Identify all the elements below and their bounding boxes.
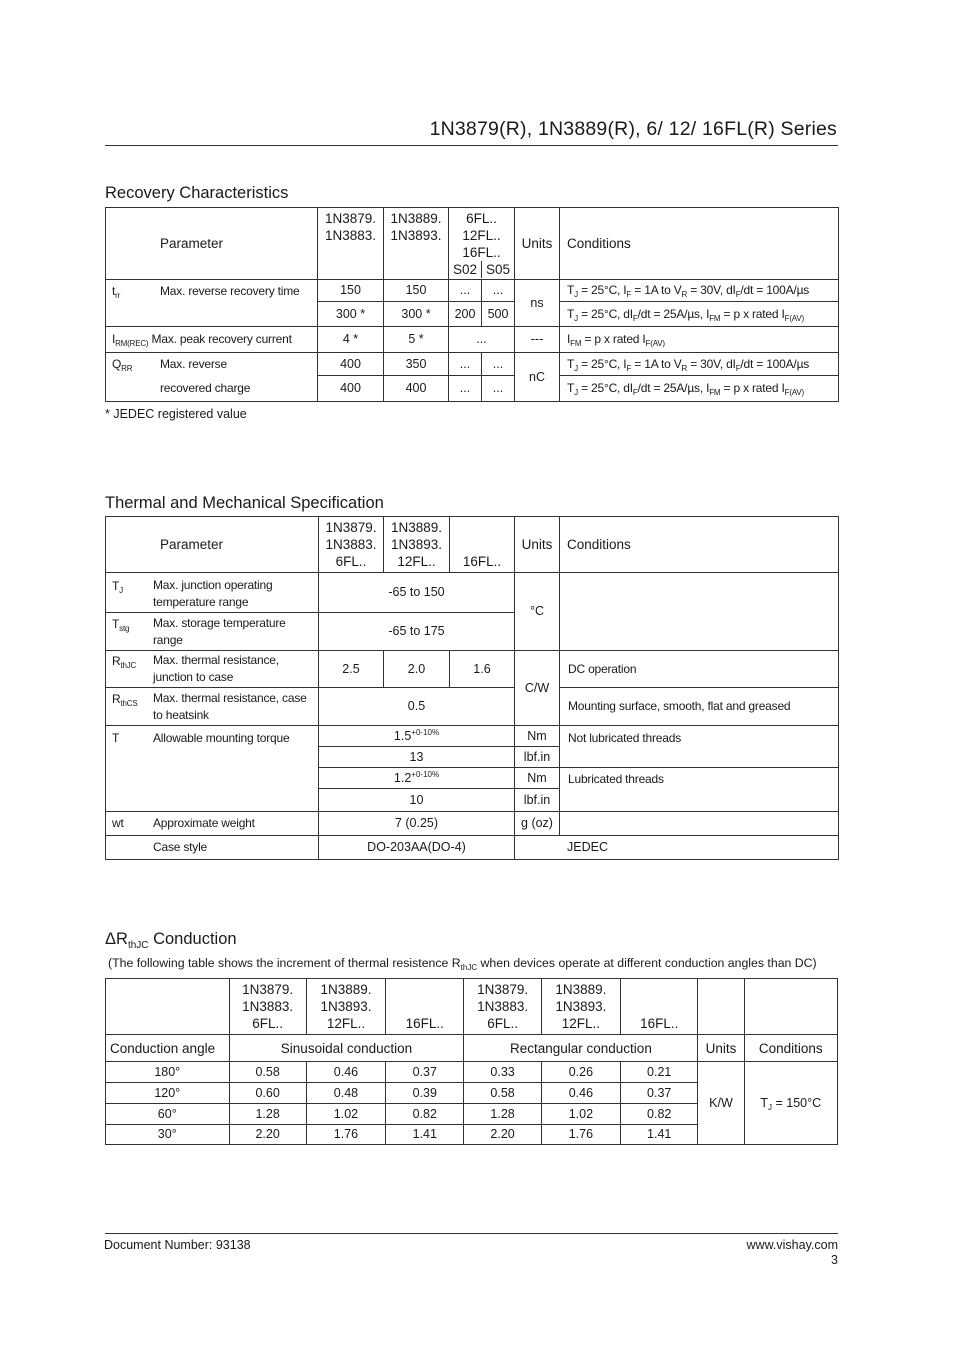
case-row <box>106 836 839 860</box>
wt-sym: wt <box>112 816 124 830</box>
trr-symbol <box>112 283 120 300</box>
sin-col1-header <box>229 979 306 1035</box>
col3-header <box>449 208 515 280</box>
wt-cond-empty <box>560 812 839 836</box>
trr-v5: 300 * <box>318 302 384 327</box>
tc2-l2: 1N3893. <box>390 537 443 552</box>
case-value: DO-203AA(DO-4) <box>319 836 515 860</box>
cell: 1.02 <box>306 1104 385 1125</box>
tstg-value: -65 to 175 <box>319 613 515 651</box>
irm-sub: RM(REC) <box>115 339 149 348</box>
res-units: C/W <box>515 651 560 726</box>
cell: 0.37 <box>386 1062 464 1083</box>
c1c: = 25°C, I <box>577 283 627 297</box>
wt-row <box>106 812 839 836</box>
q2h: F(AV) <box>784 388 804 397</box>
trr-param <box>106 280 318 302</box>
cell: 1.76 <box>541 1125 620 1145</box>
conditions-header: Conditions <box>560 208 839 280</box>
qrr-v5: 400 <box>318 376 384 402</box>
c2c: = 25°C, dI <box>577 306 633 321</box>
c2h: F(AV) <box>784 313 804 323</box>
torque-u2: lbf.in <box>515 747 560 768</box>
qrr-param <box>106 353 318 376</box>
r1-l3: 6FL.. <box>487 1016 518 1031</box>
torque-cond2: Lubricated threads <box>560 768 839 812</box>
cell: 0.60 <box>229 1083 306 1104</box>
s2-l3: 12FL.. <box>326 1016 366 1031</box>
thermal-col2-header <box>384 517 450 573</box>
col2-line1: 1N3889. <box>390 211 442 226</box>
cell: 1.28 <box>464 1104 541 1125</box>
torque-v2: 13 <box>319 747 515 768</box>
irm-sym: I <box>112 332 116 346</box>
qrr-units: nC <box>515 353 560 402</box>
c1d: F <box>626 290 632 299</box>
units-header: Units <box>515 208 560 280</box>
cell: 0.46 <box>541 1083 620 1104</box>
q2c: = 25°C, dI <box>577 381 633 395</box>
tj-param <box>106 573 319 613</box>
param-header <box>106 208 318 280</box>
torque-param <box>106 726 319 812</box>
trr-v3: ... <box>449 280 482 302</box>
cell: 0.58 <box>229 1062 306 1083</box>
cell: 2.20 <box>464 1125 541 1145</box>
s2-l1: 1N3889. <box>320 982 372 997</box>
irm-v1: 4 * <box>318 327 384 353</box>
trr-row-2 <box>106 302 839 327</box>
website-link[interactable]: www.vishay.com <box>746 1238 838 1252</box>
tj-sub: J <box>119 586 123 595</box>
col1-line2: 1N3883. <box>324 228 377 243</box>
qrr-symbol <box>112 356 132 373</box>
r2-l1: 1N3889. <box>555 982 607 997</box>
tstg-sym: T <box>112 617 120 631</box>
tc1-l1: 1N3879. <box>325 520 377 535</box>
torque-u4: lbf.in <box>515 789 560 812</box>
rthjc-symbol <box>112 653 136 670</box>
wt-param <box>106 812 319 836</box>
tj-sym: T <box>112 579 120 593</box>
cell: 1.41 <box>386 1125 464 1145</box>
s1-l1: 1N3879. <box>242 982 294 997</box>
cond-corner-empty <box>744 979 837 1035</box>
rthjc-v3: 1.6 <box>450 651 515 688</box>
suffix-row <box>449 261 514 278</box>
page-title: 1N3879(R), 1N3889(R), 6/ 12/ 16FL(R) Series <box>429 118 837 140</box>
qrr-cond2 <box>560 376 839 402</box>
conduction-title-rest: Conduction <box>148 930 237 948</box>
recovery-header-row <box>106 208 839 280</box>
rthcs-sub: thCS <box>120 699 138 708</box>
cell: 0.82 <box>386 1104 464 1125</box>
qrr-sub: RR <box>121 364 133 373</box>
trr-v7: 200 <box>449 302 482 327</box>
cell: 0.58 <box>464 1083 541 1104</box>
s02-label: S02 <box>449 261 482 278</box>
case-std: JEDEC <box>515 836 839 860</box>
temp-cond-empty <box>560 573 839 651</box>
cell: 0.46 <box>306 1062 385 1083</box>
rect-label: Rectangular conduction <box>464 1035 698 1062</box>
rthjc-row <box>106 651 839 688</box>
torque-v1-sup: +0-10% <box>411 727 440 737</box>
qrr-label2: recovered charge <box>106 376 318 402</box>
irm-v2: 5 * <box>384 327 449 353</box>
note-b: when devices operate at different conduction angles than DC) <box>477 956 817 970</box>
trr-param-cont <box>106 302 318 327</box>
rect-col1-header <box>464 979 541 1035</box>
trr-v2: 150 <box>384 280 449 302</box>
trr-v8: 500 <box>482 302 515 327</box>
c1g: = 30V, dI <box>687 283 736 297</box>
col1-header <box>318 208 384 280</box>
torque-v1-val: 1.5 <box>393 728 412 743</box>
q2d: F <box>632 388 638 397</box>
torque-v4: 10 <box>319 789 515 812</box>
tstg-param <box>106 613 319 651</box>
c2b: J <box>574 313 578 323</box>
q1a: T <box>567 356 575 371</box>
s05-label: S05 <box>485 262 511 277</box>
angle-60: 60° <box>106 1104 230 1125</box>
s2-l2: 1N3893. <box>320 999 372 1014</box>
trr-label: Max. reverse recovery time <box>160 284 300 298</box>
r1-l1: 1N3879. <box>477 982 529 997</box>
col2-header <box>384 208 449 280</box>
c1a: T <box>567 283 575 297</box>
thermal-param-header: Parameter <box>106 517 319 573</box>
rthcs-value: 0.5 <box>319 688 515 726</box>
qrr-v2: 350 <box>384 353 449 376</box>
q2b: J <box>574 388 578 397</box>
rthjc-param <box>106 651 319 688</box>
rthjc-sym: R <box>112 654 121 668</box>
conduction-title-delta: ΔR <box>105 930 128 948</box>
qrr-cond1 <box>560 353 839 376</box>
wt-value: 7 (0.25) <box>319 812 515 836</box>
torque-row-1 <box>106 726 839 747</box>
rect-col2-header <box>541 979 620 1035</box>
rthcs-label: Max. thermal resistance, case to heatsink <box>153 691 307 722</box>
cell: 0.21 <box>621 1062 698 1083</box>
q1i: /dt = 100A/µs <box>740 356 810 371</box>
thermal-units-header: Units <box>515 517 560 573</box>
recovery-section-title: Recovery Characteristics <box>105 184 289 202</box>
thermal-conditions-header: Conditions <box>560 517 839 573</box>
torque-v3-sup: +0-10% <box>411 769 440 779</box>
q1h: F <box>735 363 741 373</box>
temp-units: °C <box>515 573 560 651</box>
angle-30: 30° <box>106 1125 230 1145</box>
c2a: T <box>567 306 575 321</box>
c2d: F <box>632 313 638 323</box>
torque-v1 <box>319 726 515 747</box>
cc-b: J <box>768 1102 773 1112</box>
angle-label: Conduction angle <box>106 1035 230 1062</box>
conduction-row-180 <box>106 1062 838 1083</box>
c1f: R <box>681 290 688 299</box>
qrr-v1: 400 <box>318 353 384 376</box>
qrr-row-2 <box>106 376 839 402</box>
q2a: T <box>567 381 575 395</box>
tj-label: Max. junction operating temperature range <box>153 578 273 609</box>
qrr-sym: Q <box>112 357 122 371</box>
rthcs-symbol <box>112 691 137 708</box>
tj-symbol <box>112 578 123 595</box>
conduction-label-row <box>106 1035 838 1062</box>
trr-units: ns <box>515 280 560 327</box>
torque-v3-val: 1.2 <box>393 770 412 785</box>
cell: 1.02 <box>541 1104 620 1125</box>
tc2-l1: 1N3889. <box>390 520 443 535</box>
cc-a: T <box>760 1095 769 1110</box>
footer-rule <box>105 1233 838 1234</box>
c1e: = 1A to V <box>631 283 682 297</box>
q2f: FM <box>709 388 721 397</box>
sin-label: Sinusoidal conduction <box>229 1035 464 1062</box>
page-number: 3 <box>831 1253 838 1267</box>
conduction-units: K/W <box>698 1062 744 1145</box>
angle-120: 120° <box>106 1083 230 1104</box>
cc-c: = 150°C <box>772 1095 822 1110</box>
q2e: /dt = 25A/µs, I <box>637 381 710 395</box>
thermal-col3-header: 16FL.. <box>450 517 515 573</box>
rthcs-row <box>106 688 839 726</box>
qrr-v4: ... <box>482 353 515 376</box>
trr-cond1 <box>560 280 839 302</box>
case-label: Case style <box>106 836 319 860</box>
torque-sym: T <box>112 731 120 745</box>
q1g: = 30V, dI <box>687 356 736 371</box>
sin-col3-header: 16FL.. <box>386 979 464 1035</box>
irm-units: --- <box>515 327 560 353</box>
irm-row <box>106 327 839 353</box>
r2-l2: 1N3893. <box>555 999 607 1014</box>
trr-v6: 300 * <box>384 302 449 327</box>
r1-l2: 1N3883. <box>477 999 529 1014</box>
torque-cond1: Not lubricated threads <box>560 726 839 768</box>
tc1-l3: 6FL.. <box>335 554 367 569</box>
qrr-row-1 <box>106 353 839 376</box>
rect-col3-header: 16FL.. <box>621 979 698 1035</box>
c1i: /dt = 100A/µs <box>740 283 810 297</box>
rthjc-cond: DC operation <box>560 651 839 688</box>
trr-sub: rr <box>115 291 121 300</box>
q2g: = p x rated I <box>720 381 785 395</box>
s1-l2: 1N3883. <box>242 999 294 1014</box>
cell: 0.33 <box>464 1062 541 1083</box>
ic-d: F(AV) <box>645 339 665 348</box>
param-header-label: Parameter <box>160 235 224 251</box>
col1-line1: 1N3879. <box>324 211 377 226</box>
q1b: J <box>574 363 578 373</box>
c2g: = p x rated I <box>720 306 785 321</box>
qrr-v8: ... <box>482 376 515 402</box>
cell: 0.82 <box>621 1104 698 1125</box>
c2e: /dt = 25A/µs, I <box>637 306 710 321</box>
conduction-title-sub: thJC <box>127 940 149 951</box>
irm-label: Max. peak recovery current <box>151 332 292 346</box>
conduction-section-title <box>105 930 237 949</box>
col3-line2: 12FL.. <box>462 228 501 243</box>
wt-units: g (oz) <box>515 812 560 836</box>
col3-line1: 6FL.. <box>466 211 497 226</box>
conduction-cond <box>744 1062 837 1145</box>
qrr-v7: ... <box>449 376 482 402</box>
torque-label: Allowable mounting torque <box>153 731 290 745</box>
q1e: = 1A to V <box>631 356 682 371</box>
s1-l3: 6FL.. <box>252 1016 284 1031</box>
cell: 1.41 <box>621 1125 698 1145</box>
thermal-table <box>105 516 839 860</box>
qrr-label1: Max. reverse <box>160 357 227 371</box>
rthcs-cond: Mounting surface, smooth, flat and greased <box>560 688 839 726</box>
trr-cond2 <box>560 302 839 327</box>
tc1-l2: 1N3883. <box>325 537 377 552</box>
ic-b: FM <box>570 339 582 348</box>
rthjc-v1: 2.5 <box>319 651 384 688</box>
tstg-symbol <box>112 616 129 633</box>
tstg-label: Max. storage temperature range <box>153 616 286 647</box>
thermal-col1-header <box>319 517 384 573</box>
irm-cond <box>560 327 839 353</box>
cell: 0.37 <box>621 1083 698 1104</box>
irm-param <box>106 327 318 353</box>
tj-value: -65 to 150 <box>319 573 515 613</box>
cond-label: Conditions <box>744 1035 837 1062</box>
q1c: = 25°C, I <box>577 356 627 371</box>
jedec-note: * JEDEC registered value <box>105 407 247 421</box>
c1h: F <box>735 290 741 299</box>
recovery-table <box>105 207 839 402</box>
cell: 0.48 <box>306 1083 385 1104</box>
col2-line2: 1N3893. <box>390 228 442 243</box>
conduction-header-row <box>106 979 838 1035</box>
conduction-table <box>105 978 838 1145</box>
col3-line3: 16FL.. <box>462 245 501 260</box>
thermal-header-row <box>106 517 839 573</box>
units-corner-empty <box>698 979 744 1035</box>
rthjc-v2: 2.0 <box>384 651 450 688</box>
corner-empty <box>106 979 230 1035</box>
c2f: FM <box>709 313 721 323</box>
note-a: (The following table shows the increment of thermal resistence R <box>108 956 461 970</box>
qrr-v3: ... <box>449 353 482 376</box>
tc2-l3: 12FL.. <box>397 554 436 569</box>
ic-a: I <box>567 332 571 346</box>
tstg-sub: stg <box>119 624 130 633</box>
header-rule <box>105 145 838 146</box>
cell: 0.26 <box>541 1062 620 1083</box>
trr-row-1 <box>106 280 839 302</box>
rthcs-sym: R <box>112 692 121 706</box>
q1f: R <box>681 363 688 373</box>
conduction-note <box>108 956 817 970</box>
trr-v4: ... <box>482 280 515 302</box>
r2-l3: 12FL.. <box>561 1016 601 1031</box>
irm-v3: ... <box>449 327 515 353</box>
rthjc-label: Max. thermal resistance, junction to case <box>153 653 279 684</box>
cell: 1.76 <box>306 1125 385 1145</box>
rthjc-sub: thJC <box>120 661 137 670</box>
c1b: J <box>574 290 578 299</box>
q1d: F <box>626 363 632 373</box>
ic-c: = p x rated I <box>581 332 646 346</box>
wt-label: Approximate weight <box>153 816 255 830</box>
cell: 2.20 <box>229 1125 306 1145</box>
torque-u1: Nm <box>515 726 560 747</box>
note-sub: thJC <box>460 963 478 972</box>
rthcs-param <box>106 688 319 726</box>
units-label: Units <box>698 1035 744 1062</box>
qrr-v6: 400 <box>384 376 449 402</box>
trr-v1: 150 <box>318 280 384 302</box>
cell: 1.28 <box>229 1104 306 1125</box>
document-number: Document Number: 93138 <box>104 1238 251 1252</box>
angle-180: 180° <box>106 1062 230 1083</box>
torque-v3 <box>319 768 515 789</box>
torque-u3: Nm <box>515 768 560 789</box>
sin-col2-header <box>306 979 385 1035</box>
tj-row <box>106 573 839 613</box>
trr-sym: t <box>112 284 116 298</box>
cell: 0.39 <box>386 1083 464 1104</box>
thermal-section-title: Thermal and Mechanical Specification <box>105 494 384 512</box>
